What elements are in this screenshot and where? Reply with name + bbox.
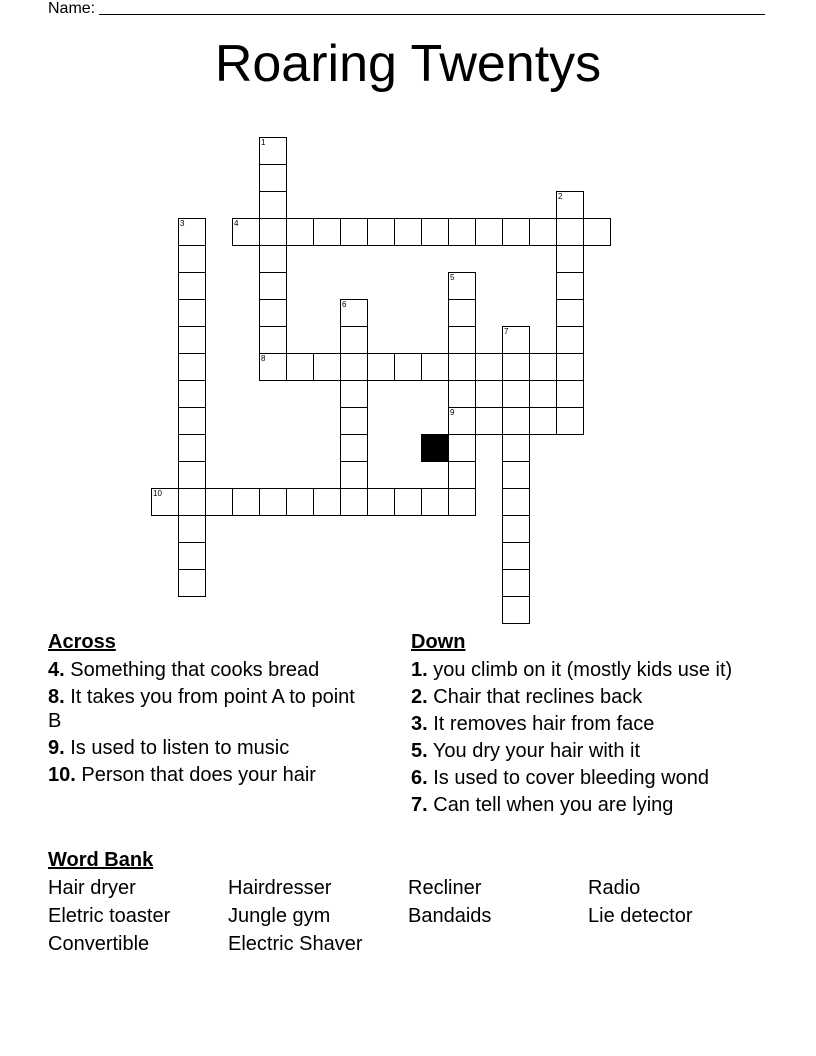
clue-text: Is used to cover bleeding wond bbox=[427, 767, 709, 789]
grid-cell[interactable] bbox=[286, 353, 314, 381]
grid-cell[interactable] bbox=[448, 218, 476, 246]
clue-number: 2 bbox=[558, 192, 563, 201]
grid-cell[interactable] bbox=[448, 461, 476, 489]
grid-cell[interactable] bbox=[556, 407, 584, 435]
grid-cell[interactable] bbox=[448, 407, 476, 435]
grid-cell[interactable] bbox=[448, 353, 476, 381]
grid-cell[interactable] bbox=[286, 488, 314, 516]
word-bank-item: Recliner bbox=[408, 877, 482, 899]
grid-cell[interactable] bbox=[259, 164, 287, 192]
grid-cell[interactable] bbox=[340, 434, 368, 462]
down-clue bbox=[411, 685, 751, 709]
clue-num: 5. bbox=[411, 740, 428, 762]
grid-cell[interactable] bbox=[502, 326, 530, 354]
grid-cell[interactable] bbox=[205, 488, 233, 516]
grid-cell[interactable] bbox=[340, 299, 368, 327]
down-clue bbox=[411, 739, 751, 763]
grid-cell[interactable] bbox=[502, 515, 530, 543]
clue-number: 6 bbox=[342, 300, 347, 309]
word-bank-item: Hairdresser bbox=[228, 877, 332, 899]
grid-cell[interactable] bbox=[556, 245, 584, 273]
down-clue bbox=[411, 658, 751, 682]
across-list bbox=[48, 658, 368, 787]
grid-cell[interactable] bbox=[313, 488, 341, 516]
grid-cell[interactable] bbox=[529, 407, 557, 435]
grid-cell[interactable] bbox=[583, 218, 611, 246]
grid-cell[interactable] bbox=[178, 542, 206, 570]
grid-cell[interactable] bbox=[367, 353, 395, 381]
grid-cell[interactable] bbox=[259, 245, 287, 273]
word-bank-item: Lie detector bbox=[588, 905, 693, 927]
grid-cell[interactable] bbox=[448, 326, 476, 354]
word-bank-list bbox=[48, 874, 768, 958]
clue-number: 10 bbox=[153, 489, 162, 498]
grid-cell[interactable] bbox=[502, 434, 530, 462]
down-header: Down bbox=[411, 631, 466, 653]
grid-cell[interactable] bbox=[448, 380, 476, 408]
grid-cell[interactable] bbox=[313, 218, 341, 246]
clue-num: 8. bbox=[48, 686, 65, 708]
grid-cell[interactable] bbox=[286, 218, 314, 246]
grid-cell[interactable] bbox=[556, 326, 584, 354]
grid-cell[interactable] bbox=[448, 434, 476, 462]
grid-cell[interactable] bbox=[448, 272, 476, 300]
grid-cell[interactable] bbox=[259, 272, 287, 300]
grid-cell[interactable] bbox=[421, 353, 449, 381]
clue-text: Chair that reclines back bbox=[427, 686, 643, 708]
grid-cell[interactable] bbox=[259, 326, 287, 354]
grid-cell[interactable] bbox=[367, 488, 395, 516]
grid-cell[interactable] bbox=[475, 407, 503, 435]
grid-cell[interactable] bbox=[556, 191, 584, 219]
down-clue bbox=[411, 712, 751, 736]
clue-num: 10. bbox=[48, 764, 76, 786]
clue-num: 7. bbox=[411, 794, 428, 816]
word-bank bbox=[48, 846, 768, 958]
grid-cell[interactable] bbox=[340, 461, 368, 489]
grid-cell[interactable] bbox=[178, 245, 206, 273]
word-bank-item: Jungle gym bbox=[228, 905, 331, 927]
grid-cell[interactable] bbox=[340, 218, 368, 246]
word-bank-item: Bandaids bbox=[408, 905, 492, 927]
grid-cell[interactable] bbox=[178, 272, 206, 300]
clue-number: 7 bbox=[504, 327, 509, 336]
grid-cell[interactable] bbox=[340, 326, 368, 354]
grid-cell[interactable] bbox=[502, 488, 530, 516]
grid-cell[interactable] bbox=[367, 218, 395, 246]
grid-cell[interactable] bbox=[340, 380, 368, 408]
grid-cell[interactable] bbox=[394, 218, 422, 246]
clue-num: 9. bbox=[48, 737, 65, 759]
word-bank-item: Eletric toaster bbox=[48, 905, 171, 927]
grid-cell[interactable] bbox=[556, 272, 584, 300]
clue-num: 4. bbox=[48, 659, 65, 681]
grid-cell[interactable] bbox=[178, 326, 206, 354]
clue-number: 4 bbox=[234, 219, 239, 228]
clue-num: 3. bbox=[411, 713, 428, 735]
grid-cell[interactable] bbox=[259, 353, 287, 381]
grid-cell[interactable] bbox=[556, 380, 584, 408]
word-bank-item: Convertible bbox=[48, 933, 150, 955]
clue-text: You dry your hair with it bbox=[427, 740, 641, 762]
clue-number: 5 bbox=[450, 273, 455, 282]
grid-cell[interactable] bbox=[529, 218, 557, 246]
down-clue bbox=[411, 766, 751, 790]
grid-cell[interactable] bbox=[502, 353, 530, 381]
grid-cell[interactable] bbox=[259, 218, 287, 246]
grid-cell[interactable] bbox=[502, 380, 530, 408]
grid-cell[interactable] bbox=[340, 488, 368, 516]
grid-cell[interactable] bbox=[475, 218, 503, 246]
grid-cell[interactable] bbox=[178, 407, 206, 435]
across-clue bbox=[48, 685, 368, 733]
grid-cell[interactable] bbox=[178, 515, 206, 543]
grid-cell[interactable] bbox=[313, 353, 341, 381]
clue-text: It takes you from point A to point B bbox=[48, 686, 355, 732]
grid-cell[interactable] bbox=[421, 488, 449, 516]
black-square bbox=[421, 434, 449, 462]
grid-cell[interactable] bbox=[556, 353, 584, 381]
word-bank-item: Hair dryer bbox=[48, 877, 136, 899]
across-header: Across bbox=[48, 631, 116, 653]
grid-cell[interactable] bbox=[232, 218, 260, 246]
grid-cell[interactable] bbox=[151, 488, 179, 516]
grid-cell[interactable] bbox=[394, 353, 422, 381]
clue-num: 6. bbox=[411, 767, 428, 789]
grid-cell[interactable] bbox=[178, 299, 206, 327]
grid-cell[interactable] bbox=[448, 299, 476, 327]
grid-cell[interactable] bbox=[340, 353, 368, 381]
word-bank-item: Electric Shaver bbox=[228, 933, 363, 955]
across-clue bbox=[48, 658, 368, 682]
grid-cell[interactable] bbox=[259, 299, 287, 327]
clue-text: Something that cooks bread bbox=[64, 659, 320, 681]
word-bank-header: Word Bank bbox=[48, 849, 154, 871]
grid-cell[interactable] bbox=[232, 488, 260, 516]
grid-cell[interactable] bbox=[394, 488, 422, 516]
grid-cell[interactable] bbox=[502, 596, 530, 624]
word-bank-item: Radio bbox=[588, 877, 641, 899]
grid-cell[interactable] bbox=[178, 488, 206, 516]
grid-cell[interactable] bbox=[259, 137, 287, 165]
name-label: Name: bbox=[48, 0, 96, 17]
grid-cell[interactable] bbox=[178, 461, 206, 489]
grid-cell[interactable] bbox=[259, 488, 287, 516]
grid-cell[interactable] bbox=[502, 569, 530, 597]
grid-cell[interactable] bbox=[178, 380, 206, 408]
clue-text: Person that does your hair bbox=[75, 764, 316, 786]
grid-cell[interactable] bbox=[502, 218, 530, 246]
across-clue bbox=[48, 763, 368, 787]
grid-cell[interactable] bbox=[502, 542, 530, 570]
clue-num: 1. bbox=[411, 659, 428, 681]
clue-text: Can tell when you are lying bbox=[427, 794, 674, 816]
clue-number: 9 bbox=[450, 408, 455, 417]
grid-cell[interactable] bbox=[556, 218, 584, 246]
grid-cell[interactable] bbox=[502, 407, 530, 435]
down-clues bbox=[411, 630, 751, 820]
grid-cell[interactable] bbox=[475, 353, 503, 381]
clue-text: It removes hair from face bbox=[427, 713, 655, 735]
grid-cell[interactable] bbox=[178, 569, 206, 597]
clue-text: you climb on it (mostly kids use it) bbox=[427, 659, 733, 681]
grid-cell[interactable] bbox=[259, 191, 287, 219]
page-title: Roaring Twentys bbox=[214, 35, 602, 93]
grid-cell[interactable] bbox=[340, 407, 368, 435]
clue-num: 2. bbox=[411, 686, 428, 708]
clue-text: Is used to listen to music bbox=[64, 737, 290, 759]
across-clue bbox=[48, 736, 368, 760]
grid-cell[interactable] bbox=[529, 353, 557, 381]
grid-cell[interactable] bbox=[178, 353, 206, 381]
grid-cell[interactable] bbox=[178, 218, 206, 246]
down-clue bbox=[411, 793, 751, 817]
down-list bbox=[411, 658, 751, 817]
across-clues bbox=[48, 630, 368, 790]
grid-cell[interactable] bbox=[502, 461, 530, 489]
grid-cell[interactable] bbox=[448, 488, 476, 516]
grid-cell[interactable] bbox=[421, 218, 449, 246]
clue-number: 8 bbox=[261, 354, 266, 363]
grid-cell[interactable] bbox=[178, 434, 206, 462]
clue-number: 1 bbox=[261, 138, 266, 147]
clue-number: 3 bbox=[180, 219, 185, 228]
grid-cell[interactable] bbox=[556, 299, 584, 327]
